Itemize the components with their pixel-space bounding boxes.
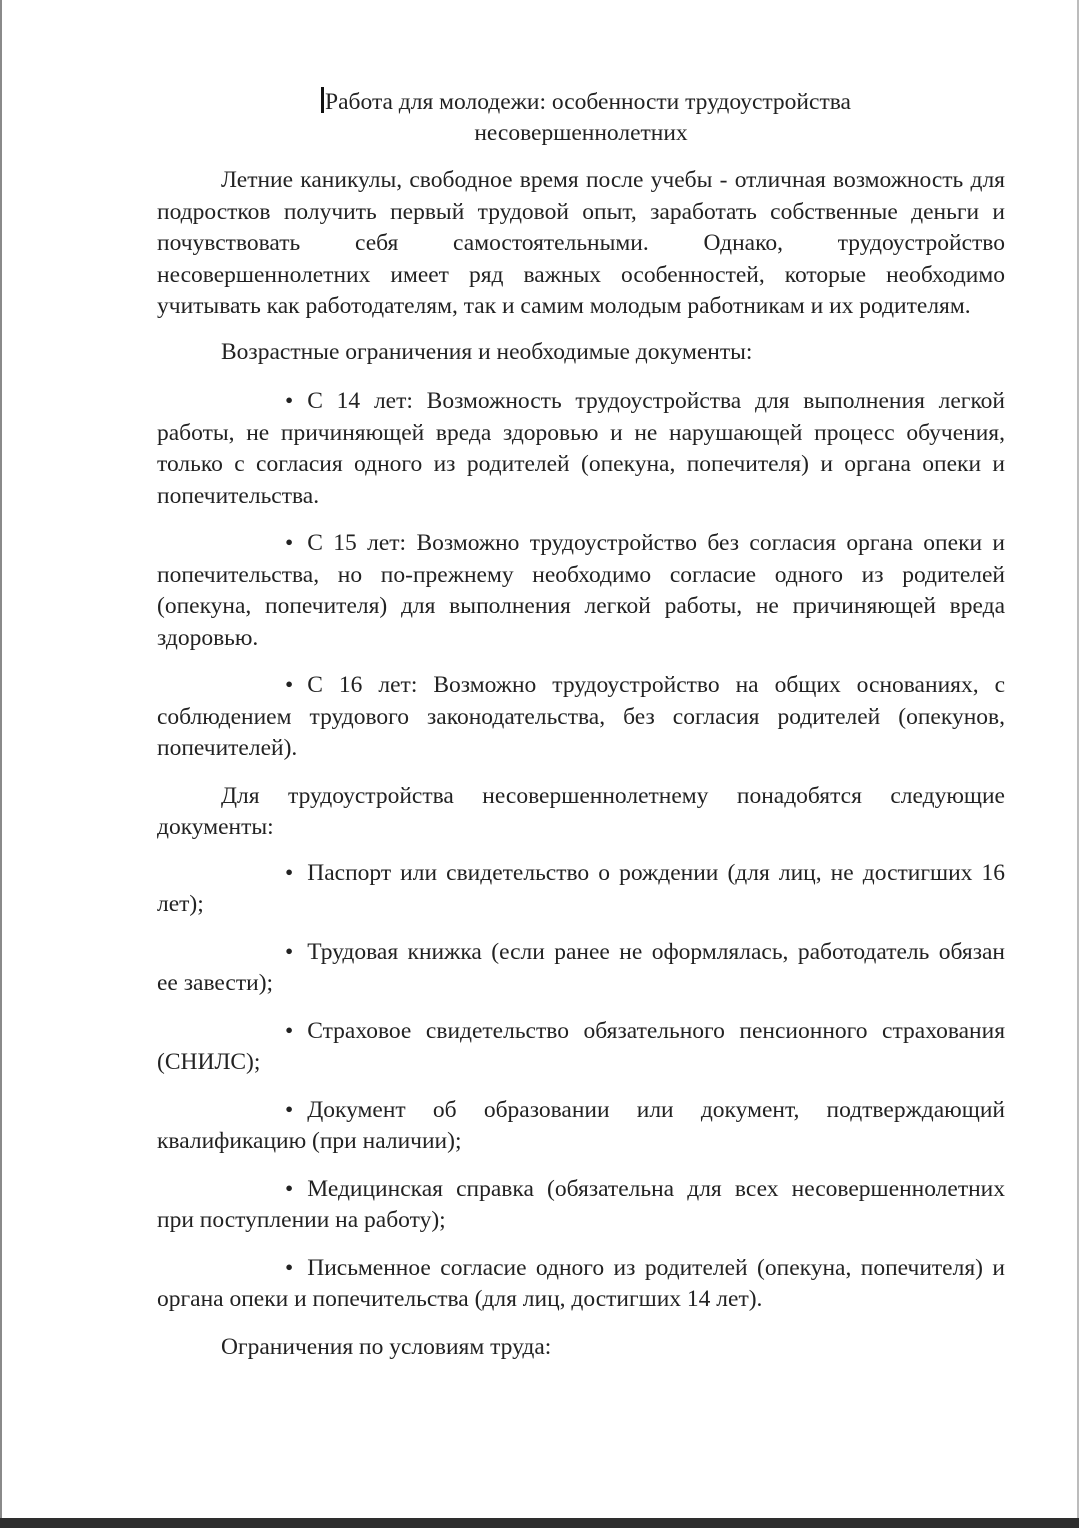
bullet-icon: •: [285, 530, 294, 556]
bullet-icon: •: [285, 859, 294, 886]
age-item-text: С 14 лет: Возможность трудоустройства для выполнения легкой работы, не причиняющей вреда здоровью и не нарушающей процесс обучения, только с согласия одного из родителей (опекуна, попечителя) и органа опеки и попечительства.: [157, 388, 1005, 509]
conditions-heading: Ограничения по условиям труда:: [221, 1333, 552, 1360]
age-item-14: [157, 386, 1005, 512]
bullet-icon: •: [285, 672, 294, 698]
age-item-text: С 16 лет: Возможно трудоустройство на общих основаниях, с соблюдением трудового законодательства, без согласия родителей (опекунов, попечителей).: [157, 672, 1005, 761]
intro-paragraph: Летние каникулы, свободное время после учебы - отличная возможность для подростков получить первый трудовой опыт, заработать собственные деньги и почувствовать себя самостоятельными. Однако, трудоустройство несовершеннолетних имеет ряд важных особенностей, которые необходимо учитывать как работодателям, так и самим молодым работникам и их родителям.: [157, 167, 1005, 319]
document-body: [157, 87, 1005, 1381]
title-line-1-text: Работа для молодежи: особенности трудоустройства: [325, 89, 851, 115]
bullet-icon: •: [285, 1175, 294, 1202]
age-item-text: С 15 лет: Возможно трудоустройство без согласия органа опеки и попечительства, но по-прежнему необходимо согласие одного из родителей (опекуна, попечителя) для выполнения легкой работы, не причиняющей вреда здоровью.: [157, 530, 1005, 651]
doc-item-snils: [157, 1016, 1005, 1079]
bullet-icon: •: [285, 1254, 294, 1281]
doc-item-text: Страховое свидетельство обязательного пенсионного страхования (СНИЛС);: [157, 1017, 1005, 1075]
bullet-icon: •: [285, 1017, 294, 1044]
bullet-icon: •: [285, 938, 294, 965]
bullet-icon: •: [285, 388, 294, 414]
doc-item-medical: [157, 1174, 1005, 1237]
doc-item-text: Письменное согласие одного из родителей (опекуна, попечителя) и органа опеки и попечительства (для лиц, достигших 14 лет).: [157, 1254, 1005, 1312]
doc-item-text: Трудовая книжка (если ранее не оформлялась, работодатель обязан ее завести);: [157, 938, 1005, 996]
doc-item-passport: [157, 858, 1005, 921]
doc-item-consent: [157, 1253, 1005, 1316]
age-item-16: [157, 670, 1005, 765]
doc-item-text: Документ об образовании или документ, подтверждающий квалификацию (при наличии);: [157, 1096, 1005, 1154]
title-line-1: [157, 87, 1005, 118]
bottom-bar: [0, 1518, 1079, 1528]
doc-item-education: [157, 1095, 1005, 1158]
title-line-2: несовершеннолетних: [474, 120, 688, 146]
doc-item-workbook: [157, 937, 1005, 1000]
doc-item-text: Паспорт или свидетельство о рождении (для лиц, не достигших 16 лет);: [157, 859, 1005, 917]
docs-heading: Для трудоустройства несовершеннолетнему понадобятся следующие документы:: [157, 782, 1005, 840]
bullet-icon: •: [285, 1096, 294, 1123]
doc-item-text: Медицинская справка (обязательна для всех несовершеннолетних при поступлении на работу);: [157, 1175, 1005, 1233]
document-title: [157, 87, 1005, 149]
text-cursor: [321, 87, 324, 113]
age-item-15: [157, 528, 1005, 654]
age-heading: Возрастные ограничения и необходимые документы:: [221, 338, 753, 365]
